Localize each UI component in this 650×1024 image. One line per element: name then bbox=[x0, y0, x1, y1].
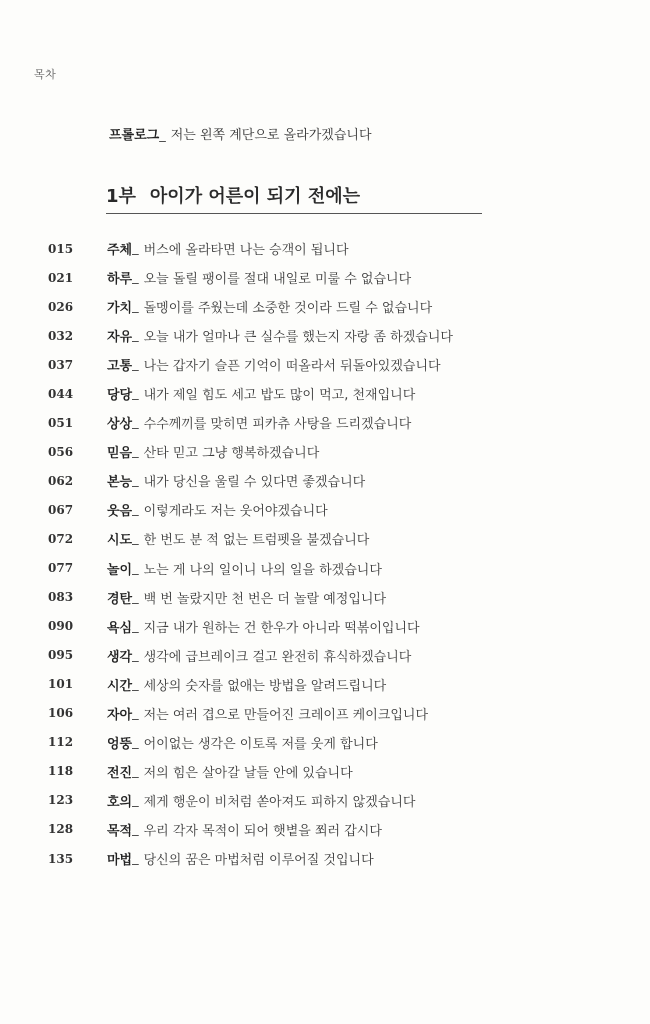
toc-title: 생각에 급브레이크 걸고 완전히 휴식하겠습니다 bbox=[143, 649, 412, 665]
toc-title: 돌멩이를 주웠는데 소중한 것이라 드릴 수 없습니다 bbox=[143, 301, 433, 317]
part-heading bbox=[106, 182, 360, 208]
toc-keyword: 가치 bbox=[107, 301, 133, 317]
toc-title: 내가 당신을 울릴 수 있다면 좋겠습니다 bbox=[143, 475, 366, 491]
toc-page-number: 128 bbox=[48, 822, 74, 837]
toc-entry bbox=[48, 612, 608, 641]
toc-entry bbox=[48, 641, 608, 670]
toc-entry bbox=[48, 437, 608, 466]
toc-entry bbox=[48, 670, 608, 699]
toc-entry bbox=[48, 728, 608, 757]
toc-page-number: 095 bbox=[48, 648, 74, 663]
toc-list bbox=[48, 234, 608, 873]
toc-title: 오늘 돌릴 팽이를 절대 내일로 미룰 수 없습니다 bbox=[143, 272, 412, 288]
toc-entry bbox=[48, 524, 608, 553]
toc-title: 노는 게 나의 일이니 나의 일을 하겠습니다 bbox=[143, 562, 382, 578]
toc-entry bbox=[48, 350, 608, 379]
toc-page-number: 067 bbox=[48, 502, 74, 517]
part-number: 1부 bbox=[106, 186, 136, 207]
toc-title: 백 번 놀랐지만 천 번은 더 놀랄 예정입니다 bbox=[143, 591, 387, 607]
toc-keyword: 자유 bbox=[107, 330, 133, 346]
toc-page-number: 101 bbox=[48, 677, 74, 692]
separator: _ bbox=[132, 676, 139, 692]
toc-keyword: 자아 bbox=[107, 707, 133, 723]
toc-title: 수수께끼를 맞히면 피카츄 사탕을 드리겠습니다 bbox=[143, 417, 412, 433]
separator: _ bbox=[159, 128, 166, 143]
toc-entry bbox=[48, 263, 608, 292]
toc-keyword: 엉뚱 bbox=[107, 736, 133, 752]
toc-title: 세상의 숫자를 없애는 방법을 알려드립니다 bbox=[143, 678, 387, 694]
toc-title: 산타 믿고 그냥 행복하겠습니다 bbox=[143, 446, 320, 462]
toc-entry bbox=[48, 815, 608, 844]
toc-keyword: 욕심 bbox=[107, 620, 133, 636]
toc-keyword: 전진 bbox=[107, 765, 133, 781]
toc-page-number: 123 bbox=[48, 793, 74, 808]
toc-keyword: 상상 bbox=[107, 417, 133, 433]
toc-entry bbox=[48, 292, 608, 321]
toc-entry bbox=[48, 757, 608, 786]
separator: _ bbox=[132, 386, 139, 402]
toc-keyword: 당당 bbox=[107, 388, 133, 404]
toc-page-number: 077 bbox=[48, 561, 74, 576]
separator: _ bbox=[132, 415, 139, 431]
toc-page-number: 037 bbox=[48, 357, 74, 372]
toc-title: 지금 내가 원하는 건 한우가 아니라 떡볶이입니다 bbox=[143, 620, 420, 636]
separator: _ bbox=[132, 299, 139, 315]
toc-page-number: 090 bbox=[48, 619, 74, 634]
toc-entry bbox=[48, 554, 608, 583]
toc-entry bbox=[48, 321, 608, 350]
toc-page-number: 044 bbox=[48, 386, 74, 401]
prologue-entry bbox=[109, 124, 372, 143]
toc-title: 한 번도 분 적 없는 트럼펫을 불겠습니다 bbox=[143, 533, 370, 549]
prologue-keyword: 프롤로그 bbox=[109, 128, 160, 143]
toc-page-number: 056 bbox=[48, 444, 74, 459]
separator: _ bbox=[132, 328, 139, 344]
toc-keyword: 놀이 bbox=[107, 562, 133, 578]
toc-entry bbox=[48, 234, 608, 263]
separator: _ bbox=[132, 531, 139, 547]
toc-title: 이렇게라도 저는 웃어야겠습니다 bbox=[143, 504, 328, 520]
toc-keyword: 웃음 bbox=[107, 504, 133, 520]
toc-title: 우리 각자 목적이 되어 햇볕을 쬐러 갑시다 bbox=[143, 823, 382, 839]
toc-page-number: 051 bbox=[48, 415, 74, 430]
toc-keyword: 생각 bbox=[107, 649, 133, 665]
toc-page-number: 021 bbox=[48, 270, 74, 285]
toc-entry bbox=[48, 583, 608, 612]
separator: _ bbox=[132, 502, 139, 518]
part-title: 아이가 어른이 되기 전에는 bbox=[149, 186, 360, 207]
heading-divider bbox=[106, 213, 482, 214]
toc-keyword: 고통 bbox=[107, 359, 133, 375]
separator: _ bbox=[132, 357, 139, 373]
separator: _ bbox=[132, 618, 139, 634]
toc-keyword: 경탄 bbox=[107, 591, 133, 607]
separator: _ bbox=[132, 241, 139, 257]
toc-entry bbox=[48, 379, 608, 408]
toc-title: 저는 여러 겹으로 만들어진 크레이프 케이크입니다 bbox=[143, 707, 429, 723]
toc-keyword: 마법 bbox=[107, 853, 133, 868]
separator: _ bbox=[132, 792, 139, 808]
toc-keyword: 본능 bbox=[107, 475, 133, 491]
toc-title: 제게 행운이 비처럼 쏟아져도 피하지 않겠습니다 bbox=[143, 794, 416, 810]
separator: _ bbox=[132, 270, 139, 286]
toc-keyword: 목적 bbox=[107, 823, 133, 839]
toc-title: 당신의 꿈은 마법처럼 이루어질 것입니다 bbox=[143, 853, 374, 868]
toc-page-number: 072 bbox=[48, 531, 74, 546]
toc-page-number: 083 bbox=[48, 590, 74, 605]
toc-keyword: 하루 bbox=[107, 272, 133, 288]
separator: _ bbox=[132, 473, 139, 489]
toc-title: 나는 갑자기 슬픈 기억이 떠올라서 뒤돌아있겠습니다 bbox=[143, 359, 441, 375]
prologue-title: 저는 왼쪽 계단으로 올라가겠습니다 bbox=[170, 128, 372, 143]
page-header-label: 목차 bbox=[34, 68, 57, 81]
toc-title: 어이없는 생각은 이토록 저를 웃게 합니다 bbox=[143, 736, 378, 752]
toc-page-number: 026 bbox=[48, 299, 74, 314]
separator: _ bbox=[132, 444, 139, 460]
toc-page-number: 135 bbox=[48, 851, 74, 866]
separator: _ bbox=[132, 851, 139, 866]
toc-entry bbox=[48, 786, 608, 815]
toc-keyword: 시간 bbox=[107, 678, 133, 694]
separator: _ bbox=[132, 647, 139, 663]
toc-keyword: 믿음 bbox=[107, 446, 133, 462]
separator: _ bbox=[132, 763, 139, 779]
toc-entry bbox=[48, 844, 608, 873]
toc-keyword: 주체 bbox=[107, 243, 133, 259]
toc-page-number: 032 bbox=[48, 328, 74, 343]
toc-page-number: 062 bbox=[48, 473, 74, 488]
toc-page-number: 118 bbox=[48, 764, 74, 779]
toc-title: 오늘 내가 얼마나 큰 실수를 했는지 자랑 좀 하겠습니다 bbox=[143, 330, 453, 346]
separator: _ bbox=[132, 560, 139, 576]
separator: _ bbox=[132, 589, 139, 605]
toc-keyword: 호의 bbox=[107, 794, 133, 810]
separator: _ bbox=[132, 705, 139, 721]
toc-title: 버스에 올라타면 나는 승객이 됩니다 bbox=[143, 243, 349, 259]
toc-page-number: 106 bbox=[48, 706, 74, 721]
toc-entry bbox=[48, 466, 608, 495]
toc-entry bbox=[48, 699, 608, 728]
toc-page-number: 015 bbox=[48, 241, 74, 256]
toc-page-number: 112 bbox=[48, 735, 74, 750]
toc-title: 내가 제일 힘도 세고 밥도 많이 먹고, 천재입니다 bbox=[143, 388, 416, 404]
toc-entry bbox=[48, 408, 608, 437]
toc-title: 저의 힘은 살아갈 날들 안에 있습니다 bbox=[143, 765, 353, 781]
separator: _ bbox=[132, 821, 139, 837]
separator: _ bbox=[132, 734, 139, 750]
toc-entry bbox=[48, 495, 608, 524]
toc-keyword: 시도 bbox=[107, 533, 133, 549]
